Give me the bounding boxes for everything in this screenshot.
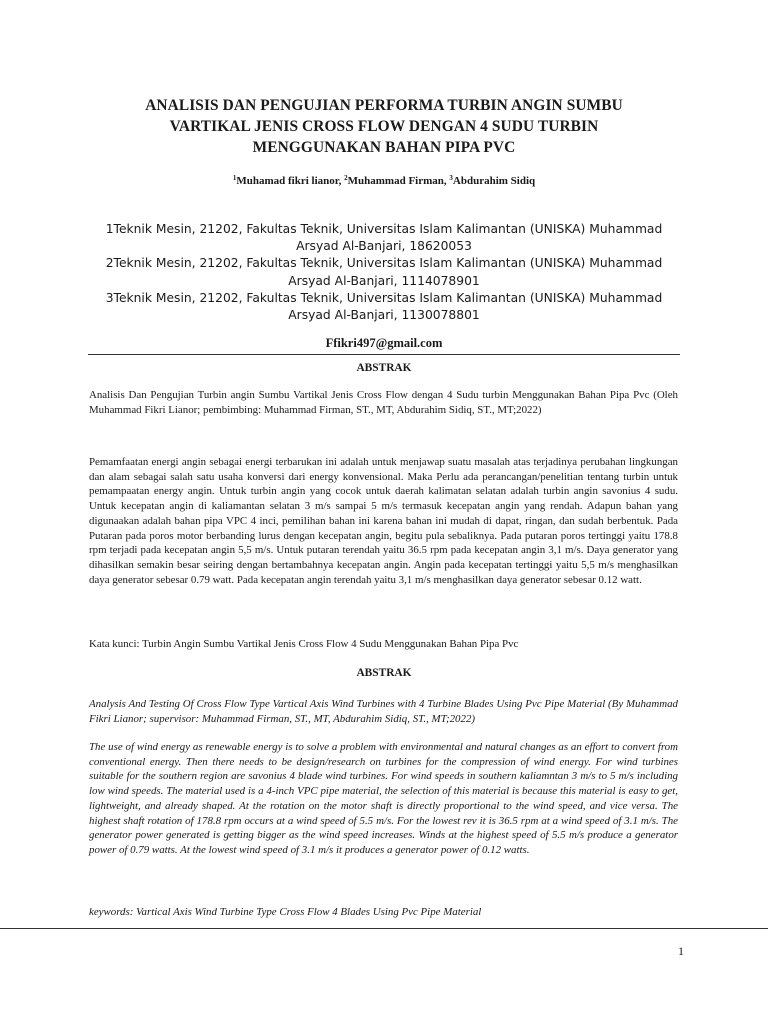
author-number: 2 — [344, 174, 348, 182]
abstract-heading-en: ABSTRAK — [356, 667, 412, 679]
abstract-body-id: Pemamfaatan energi angin sebagai energi terbarukan ini adalah untuk menjawap suatu masalah atas terjadinya perubahan lingkungan dan alam sebagai salah satu usaha konversi dari energy konvensional. Maka Perlu ada perancangan/penelitian tentang turbin untuk pemampaatan energy angin. Untuk turbin angin yang cocok untuk daerah kalimatan selatan adalah turbin angin savonius 4 sudu. Untuk kecepatan angin di kaliamantan selatan 3 m/s sampai 5 m/s termasuk kecepatan angin yang rendah. Adapun bahan yang digunaakan adalah bahan pipa VPC 4 inci, pemilihan bahan ini karena bahan ini mudah di dapat, ringan, dan sudah berbentuk. Pada Putaran pada poros motor berbanding lurus dengan kecepatan angin, begitu pula sebaliknya. Pada putaran poros tertinggi yaitu 178.8 rpm terjadi pada kecepatan angin 5,5 m/s. Untuk putaran terendah yaitu 36.5 rpm pada kecepatan angin 3,1 m/s. Daya generator yang dihasilkan semakin besar seiring dengan bertambahnya kecepatan angin. Angin pada kecepatan tertinggi yaitu 5,5 m/s menghasilkan daya generator sebesar 0.79 watt. Pada kecepatan angin terendah yaitu 3,1 m/s menghasilkan daya generator sebesar 0.12 watt. — [89, 456, 678, 586]
keywords-en: keywords: Vartical Axis Wind Turbine Type Cross Flow 4 Blades Using Pvc Pipe Material — [89, 906, 482, 918]
affiliation-text: Teknik Mesin, 21202, Fakultas Teknik, Universitas Islam Kalimantan (UNISKA) Muhammad Arsyad Al-Banjari, 1114078901 — [113, 256, 663, 288]
author-number: 1 — [232, 174, 237, 182]
abstract-reference-id: Analisis Dan Pengujian Turbin angin Sumbu Vartikal Jenis Cross Flow dengan 4 Sudu turbin Menggunakan Bahan Pipa Pvc (Oleh Muhammad Fikri Lianor; pembimbing: Muhammad Firman, ST., MT, Abdurahim Sidiq, ST., MT;2022) — [89, 389, 678, 416]
affiliation-number: 2 — [105, 256, 114, 271]
affiliation — [104, 221, 664, 255]
abstract-reference-en: Analysis And Testing Of Cross Flow Type Vartical Axis Wind Turbines with 4 Turbine Blades Using Pvc Pipe Material (By Muhammad Fikri Lianor; supervisor: Muhammad Firman, ST., MT, Abdurahim Sidiq, ST., MT;2022) — [89, 698, 678, 725]
affiliation — [104, 290, 664, 324]
paper-title — [96, 95, 672, 158]
author-name: Muhamad fikri lianor, — [236, 175, 345, 187]
page-number: 1 — [678, 944, 684, 958]
author-email: Ffikri497@gmail.com — [325, 336, 443, 350]
affiliation-number: 3 — [105, 290, 114, 305]
title-line: ANALISIS DAN PENGUJIAN PERFORMA TURBIN ANGIN SUMBU — [145, 97, 623, 114]
keywords-id: Kata kunci: Turbin Angin Sumbu Vartikal Jenis Cross Flow 4 Sudu Menggunakan Bahan Pipa Pvc — [89, 638, 519, 650]
header-divider — [88, 354, 680, 355]
author-list — [96, 171, 672, 188]
affiliation-text: Teknik Mesin, 21202, Fakultas Teknik, Universitas Islam Kalimantan (UNISKA) Muhammad Arsyad Al-Banjari, 1130078801 — [113, 290, 663, 323]
affiliation — [104, 255, 664, 289]
footer-divider — [0, 928, 768, 929]
author-number: 3 — [449, 174, 453, 182]
affiliation-list — [104, 221, 664, 324]
affiliation-number: 1 — [105, 222, 114, 236]
title-line: VARTIKAL JENIS CROSS FLOW DENGAN 4 SUDU TURBIN — [169, 118, 599, 135]
abstract-body-en: The use of wind energy as renewable energy is to solve a problem with environmental and natural changes as an effort to convert from conventional energy. Then there needs to be design/research on turbines for the compression of wind energy. For wind turbines suitable for the southern region are savonius 4 blade wind turbines. For wind speeds in southern kaliamntan 3 m/s to 5 m/s including low wind speeds. The material used is a 4-inch VPC pipe material, the selection of this material is because this material is easy to get, lightweight, and already shaped. At the rotation on the motor shaft is directly proportional to the wind speed, and vice versa. The highest shaft rotation of 178.8 rpm occurs at a wind speed of 5.5 m/s. For the lowest rev it is 36.5 rpm at a wind speed of 3.1 m/s. The generator power generated is getting bigger as the wind speed increases. Winds at the highest speed of 5.5 m/s produce a generator power of 0.79 watts. At the lowest wind speed of 3.1 m/s it produces a generator power of 0.12 watts. — [89, 741, 678, 856]
abstract-heading-id: ABSTRAK — [356, 362, 412, 374]
author-name: Muhammad Firman, — [347, 175, 450, 187]
title-line: MENGGUNAKAN BAHAN PIPA PVC — [252, 139, 516, 156]
affiliation-text: Teknik Mesin, 21202, Fakultas Teknik, Universitas Islam Kalimantan (UNISKA) Muhammad Arsyad Al-Banjari, 18620053 — [113, 222, 663, 254]
author-name: Abdurahim Sidiq — [452, 175, 536, 187]
